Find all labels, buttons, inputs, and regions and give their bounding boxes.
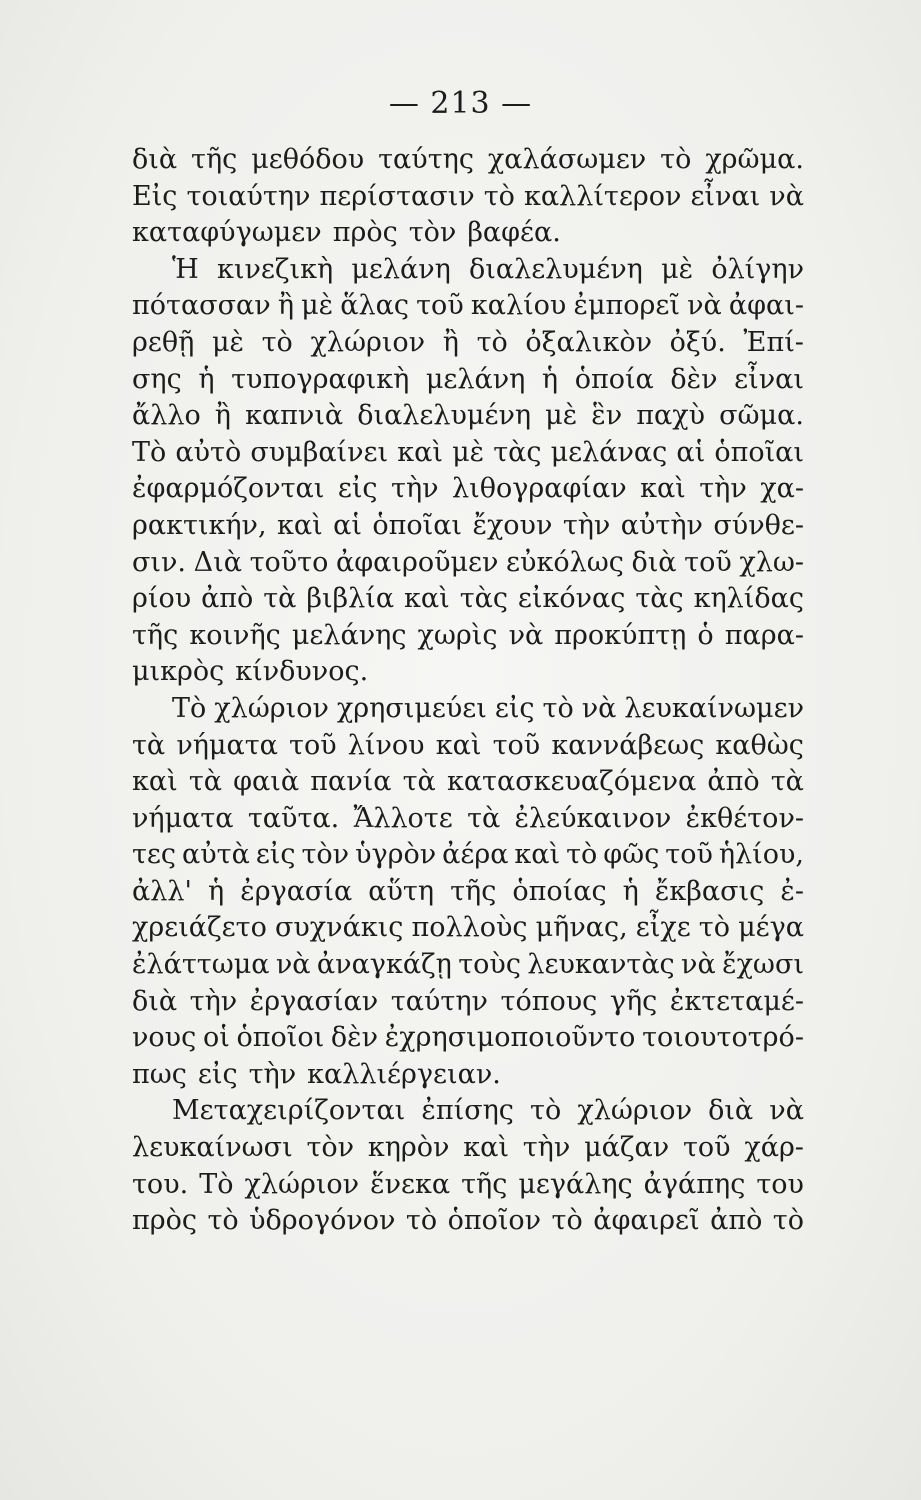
word: ἀφαιροῦμεν — [335, 546, 499, 578]
word: οἱ — [202, 1022, 230, 1054]
page-number: — 213 — — [388, 86, 533, 121]
text-line — [132, 1020, 804, 1057]
word: τὴν — [248, 1058, 297, 1090]
word: διὰ — [631, 546, 677, 578]
word: σῶμα. — [719, 400, 804, 432]
text-line — [132, 764, 804, 801]
word: χλώριον — [214, 692, 329, 724]
word: μελάνας — [550, 436, 668, 468]
word: τοῦ — [416, 290, 464, 322]
word: χάρ- — [744, 1132, 804, 1164]
word: ὑδρογόνον — [249, 1205, 396, 1237]
word: ἐφαρμόζονται — [132, 473, 325, 505]
word: εὐκόλως — [506, 546, 624, 578]
text-line — [132, 618, 804, 655]
word: ἐ- — [780, 875, 804, 907]
word: τὴν — [699, 473, 747, 505]
word: ἡ — [622, 875, 639, 907]
word: ταῦτα. — [247, 802, 340, 834]
word: πότασσαν — [132, 290, 271, 322]
word: τῆς — [132, 619, 179, 651]
word: πρὸς — [332, 217, 398, 249]
word: καλίου — [470, 290, 567, 322]
word: τὸν — [306, 1132, 355, 1164]
word: ρεθῇ — [132, 326, 195, 358]
word: καλλίτερον — [524, 180, 682, 212]
word: εἰς — [337, 473, 378, 505]
word: πολλοὺς — [411, 912, 528, 944]
word: ὑγρὸν — [355, 839, 437, 871]
word: νὰ — [681, 949, 716, 981]
word: δὲν — [330, 1022, 379, 1054]
word: Τὸ — [132, 436, 167, 468]
word: τὰ — [467, 802, 501, 834]
text-line — [132, 398, 804, 435]
word: ἀγάπης — [643, 1168, 746, 1200]
word: ἐμπορεῖ — [573, 290, 680, 322]
word: διὰ — [132, 144, 178, 175]
word: ρακτικήν, — [132, 509, 267, 541]
word: τοιαύτην — [186, 180, 311, 212]
text-line — [132, 215, 804, 252]
word: διαλελυμένη — [469, 253, 643, 285]
word: τὸν — [301, 839, 350, 871]
word: χρησιμεύει — [336, 692, 487, 724]
text-line — [132, 288, 804, 325]
word: αὐτὸ — [175, 436, 242, 468]
text-line — [132, 1130, 804, 1167]
word: ἔκβασις — [654, 875, 765, 907]
word: τὰ — [263, 583, 297, 615]
text-line — [132, 1057, 804, 1094]
word: τὴν — [562, 509, 611, 541]
word: νὰ — [687, 290, 722, 322]
word: ἀπὸ — [710, 1205, 763, 1237]
word: ἢ — [214, 400, 231, 432]
word: φαιὰ — [233, 766, 300, 798]
word: καὶ — [404, 583, 450, 615]
word: εἰς — [494, 692, 535, 724]
word: εἰς — [197, 1058, 238, 1090]
word: αὕτη — [368, 875, 435, 907]
word: Ἡ — [172, 253, 199, 285]
text-line — [132, 837, 804, 874]
word: εἶναι — [690, 180, 761, 212]
word: ὁποῖον — [447, 1205, 542, 1237]
word: ἢ — [442, 326, 459, 358]
word: χρῶμα. — [705, 144, 804, 175]
text-line — [132, 654, 804, 691]
word: τὸ — [530, 1095, 562, 1127]
word: κατασκευαζόμενα — [446, 766, 697, 798]
word: μὲ — [452, 436, 485, 468]
text-line — [132, 252, 804, 289]
word: καὶ — [132, 766, 178, 798]
word: λιθογραφίαν — [452, 473, 627, 505]
word: μεγάλης — [518, 1168, 633, 1200]
word: ὀξαλικὸν — [525, 326, 653, 358]
word: ἡ — [198, 363, 215, 395]
word: σιν. — [132, 546, 187, 578]
word: διὰ — [708, 1095, 754, 1127]
word: πανία — [310, 766, 392, 798]
text-line — [132, 179, 804, 216]
word: μὲ — [211, 326, 244, 358]
word: κοινῆς — [189, 619, 281, 651]
word: παχὺ — [636, 400, 706, 432]
word: ταύτης — [378, 144, 474, 175]
text-line — [132, 435, 804, 472]
word: τὸ — [566, 839, 598, 871]
word: τὸ — [207, 1205, 239, 1237]
word: μελάνη — [425, 363, 526, 395]
word: τὰς — [493, 436, 542, 468]
word: λευκαντὰς — [527, 949, 675, 981]
word: καὶ — [463, 1132, 509, 1164]
word: τοῦ — [682, 1132, 731, 1164]
word: γῆς — [609, 985, 658, 1017]
word: αἱ — [333, 509, 362, 541]
text-line — [132, 325, 804, 362]
word: ἐλάττωμα — [132, 949, 270, 981]
word: μελάνη — [351, 253, 451, 285]
word: τὰ — [132, 729, 166, 761]
word: τὰς — [635, 583, 684, 615]
word: ἐργασίαν — [249, 985, 379, 1017]
word: Μεταχειρίζονται — [172, 1095, 406, 1127]
word: λίνου — [347, 729, 425, 761]
word: ἓν — [591, 400, 623, 432]
word: χλώριον — [244, 1168, 360, 1200]
word: κηλίδας — [693, 583, 804, 615]
word: χωρὶς — [417, 619, 498, 651]
word: τὸ — [551, 1205, 583, 1237]
word: τες — [132, 839, 177, 871]
word: διὰ — [132, 985, 178, 1017]
word: αἱ — [676, 436, 706, 468]
word: σύνθε- — [713, 509, 804, 541]
word: καὶ — [276, 509, 323, 541]
word: προκύπτῃ — [554, 619, 687, 651]
word: ἐκθέτον- — [685, 802, 804, 834]
word: νὰ — [769, 1095, 804, 1127]
word: τὸ — [542, 692, 574, 724]
word: ὁ — [697, 619, 714, 651]
word: πρὸς — [132, 1205, 197, 1237]
word: νὰ — [769, 180, 804, 212]
word: χλώριον — [577, 1095, 692, 1127]
word: τῆς — [450, 875, 497, 907]
word: τὸ — [772, 1205, 804, 1237]
word: ἄλλο — [132, 400, 201, 432]
text-line — [132, 362, 804, 399]
word: νὰ — [275, 949, 311, 981]
word: ἐλεύκαινον — [514, 802, 672, 834]
word: ὀξύ. — [669, 326, 726, 358]
word: σης — [132, 363, 182, 395]
word: μέγα — [738, 912, 804, 944]
word: μελάνης — [291, 619, 407, 651]
word: Ἐπί- — [743, 326, 804, 358]
word: ἀναγκάζῃ — [316, 949, 452, 981]
word: ὁποῖαι — [714, 436, 804, 468]
word: τὸ — [483, 180, 515, 212]
word: τὰς — [459, 583, 508, 615]
word: τὰ — [770, 766, 804, 798]
word: τόπους — [500, 985, 598, 1017]
text-line — [132, 1203, 804, 1240]
word: ὁποῖαι — [372, 509, 463, 541]
word: φῶς — [603, 839, 660, 871]
word: περίστασιν — [319, 180, 475, 212]
word: χρειάζετο — [132, 912, 267, 944]
word: μὲ — [545, 400, 578, 432]
word: νὰ — [508, 619, 544, 651]
word: μῆνας, — [535, 912, 628, 944]
word: νήματα — [176, 729, 278, 761]
word: τοῦ — [289, 729, 337, 761]
word: καλλιέργειαν. — [307, 1058, 501, 1090]
word: τὴν — [522, 1132, 571, 1164]
word: δὲν — [670, 363, 718, 395]
text-line — [132, 947, 804, 984]
word: Εἰς — [132, 180, 178, 212]
word: ρίου — [132, 583, 192, 615]
word: τοῦ — [492, 729, 541, 761]
word: τὰ — [402, 766, 436, 798]
word: ἐκτεταμέ- — [669, 985, 804, 1017]
word: ἀφαι- — [728, 290, 804, 322]
word: ταύτην — [390, 985, 488, 1017]
word: τὸ — [405, 1205, 438, 1237]
word: ὁποία — [574, 363, 654, 395]
text-line — [132, 581, 804, 618]
text-line — [132, 874, 804, 911]
word: ὁποῖοι — [236, 1022, 325, 1054]
word: τῆς — [461, 1168, 508, 1200]
text-line — [132, 545, 804, 582]
word: καθὼς — [715, 729, 804, 761]
word: ὁποίας — [512, 875, 607, 907]
text-line — [132, 1093, 804, 1130]
word: ἐχρησιμοποιοῦντο — [384, 1022, 636, 1054]
word: μάζαν — [584, 1132, 670, 1164]
word: ἢ — [277, 290, 294, 322]
word: καπνιὰ — [245, 400, 344, 432]
word: κηρὸν — [367, 1132, 450, 1164]
word: Τὸ — [199, 1168, 234, 1200]
word: ἡλίου, — [718, 839, 804, 871]
body-text — [132, 142, 804, 1240]
word: συμβαίνει — [250, 436, 389, 468]
word: νὰ — [581, 692, 617, 724]
word: αὐτὴν — [620, 509, 703, 541]
text-line — [132, 801, 804, 838]
word: χλω- — [739, 546, 804, 578]
word: ἔχουν — [472, 509, 553, 541]
word: ἀπὸ — [707, 766, 760, 798]
word: μικρὸς — [132, 656, 225, 688]
text-line — [132, 728, 804, 765]
word: ἀέρα — [442, 839, 509, 871]
word: τοιουτοτρό- — [642, 1022, 804, 1054]
word: ἐργασία — [240, 875, 353, 907]
word: χαλάσωμεν — [487, 144, 647, 175]
word: παρα- — [724, 619, 804, 651]
word: ἀφαιρεῖ — [593, 1205, 700, 1237]
word: τοῦ — [665, 839, 713, 871]
word: μὲ — [301, 290, 334, 322]
word: κίνδυνος. — [235, 656, 369, 688]
word: εἰκόνας — [517, 583, 626, 615]
word: κινεζικὴ — [217, 253, 334, 285]
word: τὸν — [408, 217, 457, 249]
word: τῆς — [191, 144, 238, 175]
word: τὸ — [261, 326, 293, 358]
word: νους — [132, 1022, 197, 1054]
word: καὶ — [397, 436, 443, 468]
word: Διὰ — [193, 546, 242, 578]
text-line — [132, 1167, 804, 1204]
word: μεθόδου — [251, 144, 365, 175]
word: τὴν — [391, 473, 439, 505]
word: πως — [132, 1058, 187, 1090]
word: διαλελυμένη — [357, 400, 532, 432]
word: του — [756, 1168, 804, 1200]
word: ἡ — [207, 875, 225, 907]
word: Ἄλλοτε — [353, 802, 453, 834]
word: ἕνεκα — [370, 1168, 451, 1200]
word: εἶχε — [635, 912, 691, 944]
text-line — [132, 142, 804, 179]
word: βιβλία — [306, 583, 395, 615]
word: καὶ — [435, 729, 482, 761]
word: τοὺς — [458, 949, 521, 981]
word: τὸ — [660, 144, 692, 175]
word: τυπογραφικὴ — [231, 363, 410, 395]
word: ἐπίσης — [421, 1095, 514, 1127]
text-line — [132, 508, 804, 545]
word: τὰ — [188, 766, 223, 798]
word: ἔχωσι — [722, 949, 804, 981]
word: καννάβεως — [551, 729, 705, 761]
word: τὸ — [476, 326, 508, 358]
word: βαφέα. — [467, 217, 561, 249]
word: συχνάκις — [274, 912, 404, 944]
word: του. — [132, 1168, 189, 1200]
word: χλώριον — [310, 326, 426, 358]
word: ἀπὸ — [201, 583, 254, 615]
word: νήματα — [132, 802, 234, 834]
word: ἅλας — [340, 290, 409, 322]
word: καταφύγωμεν — [132, 217, 322, 249]
word: χα- — [760, 473, 804, 505]
word: ἡ — [541, 363, 559, 395]
word: λευκαίνωσι — [132, 1132, 293, 1164]
word: ἀλλ' — [132, 875, 192, 907]
word: καὶ — [640, 473, 686, 505]
word: τοῦ — [684, 546, 732, 578]
text-line — [132, 984, 804, 1021]
word: εἰς — [255, 839, 296, 871]
word: λευκαίνωμεν — [624, 692, 804, 724]
word: τοῦτο — [249, 546, 329, 578]
text-line — [132, 691, 804, 728]
word: Τὸ — [172, 692, 207, 724]
text-line — [132, 910, 804, 947]
word: αὐτὰ — [182, 839, 250, 871]
word: τὸ — [698, 912, 730, 944]
text-line — [132, 471, 804, 508]
word: ὀλίγην — [711, 253, 804, 285]
word: μὲ — [661, 253, 694, 285]
word: τὴν — [189, 985, 238, 1017]
word: εἶναι — [734, 363, 804, 395]
word: καὶ — [514, 839, 561, 871]
